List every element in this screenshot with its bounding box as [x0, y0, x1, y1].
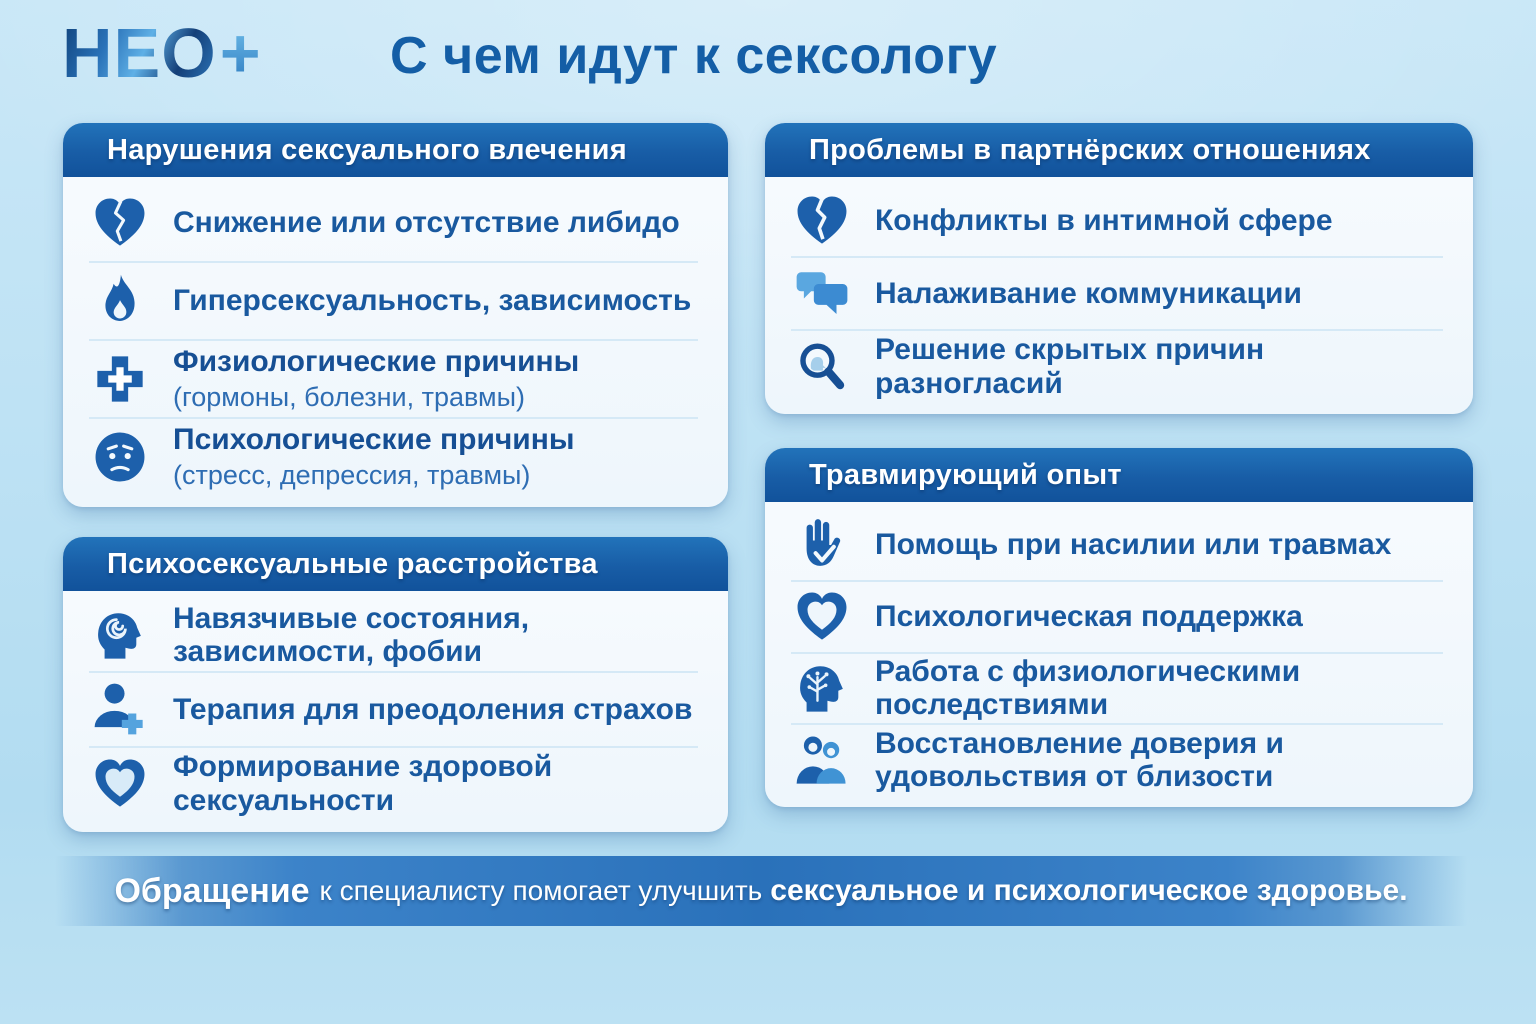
- card-title: Травмирующий опыт: [765, 448, 1473, 502]
- card-partner-relationship-problems: [765, 123, 1473, 414]
- item-label: Работа с физиологическими последствиями: [875, 654, 1301, 722]
- item-label: Терапия для преодоления страхов: [173, 692, 693, 726]
- card-title: Проблемы в партнёрских отношениях: [765, 123, 1473, 177]
- card-body: [63, 177, 728, 507]
- worried-face-icon: [91, 428, 149, 486]
- card-body: [63, 591, 728, 832]
- item-label: Гиперсексуальность, зависимость: [173, 284, 692, 318]
- banner-text-bold-end: сексуальное и психологическое здоровье.: [770, 874, 1408, 907]
- item-label: Восстановление доверия и удовольствия от близости: [875, 726, 1284, 794]
- item-label: Конфликты в интимной сфере: [875, 203, 1333, 237]
- item-label: Психологическая поддержка: [875, 599, 1303, 633]
- person-plus-icon: [91, 680, 149, 738]
- card-body: [765, 177, 1473, 414]
- banner-text-bold-start: Обращение: [114, 871, 310, 910]
- couple-icon: [793, 731, 851, 789]
- list-item: [63, 599, 728, 671]
- head-spiral-icon: [91, 606, 149, 664]
- item-sublabel: (гормоны, болезни, травмы): [173, 381, 526, 412]
- list-item: [63, 673, 728, 745]
- item-label: Налаживание коммуникации: [875, 276, 1302, 310]
- item-label: Помощь при насилии или травмах: [875, 528, 1392, 562]
- list-item: [765, 331, 1473, 402]
- list-item: [63, 341, 728, 417]
- card-title: Психосексуальные расстройства: [63, 537, 728, 591]
- card-psychosexual-disorders: [63, 537, 728, 832]
- logo: [62, 14, 262, 92]
- list-item: [63, 419, 728, 495]
- hand-check-icon: [793, 516, 851, 574]
- item-sublabel: (стресс, депрессия, травмы): [173, 459, 531, 490]
- list-item: [765, 654, 1473, 724]
- logo-plus-icon: +: [219, 14, 262, 92]
- list-item: [765, 185, 1473, 256]
- broken-heart-icon: [91, 194, 149, 252]
- item-label: Психологические причины: [173, 423, 575, 457]
- list-item: [765, 258, 1473, 329]
- medical-cross-icon: [91, 350, 149, 408]
- logo-text: НЕО: [62, 14, 217, 92]
- magnifier-head-icon: [793, 338, 851, 396]
- card-body: [765, 502, 1473, 807]
- list-item: [765, 582, 1473, 652]
- card-title: Нарушения сексуального влечения: [63, 123, 728, 177]
- item-label: Формирование здоровой сексуальности: [173, 750, 553, 817]
- head-tree-icon: [793, 659, 851, 717]
- chat-bubbles-icon: [793, 265, 851, 323]
- page-title: С чем идут к сексологу: [390, 27, 998, 85]
- item-label: Снижение или отсутствие либидо: [173, 206, 680, 240]
- list-item: [63, 748, 728, 820]
- card-sexual-desire-disorders: [63, 123, 728, 507]
- item-label: Физиологические причины: [173, 345, 580, 379]
- flame-icon: [91, 272, 149, 330]
- list-item: [63, 185, 728, 261]
- list-item: [63, 263, 728, 339]
- conclusion-banner: [55, 856, 1467, 926]
- banner-text-middle: к специалисту помогает улучшить: [319, 875, 763, 906]
- heart-icon: [793, 588, 851, 646]
- list-item: [765, 510, 1473, 580]
- broken-heart-icon: [793, 192, 851, 250]
- item-label: Решение скрытых причин разногласий: [875, 332, 1265, 400]
- heart-icon: [91, 755, 149, 813]
- item-label: Навязчивые состояния, зависимости, фобии: [173, 601, 530, 669]
- card-traumatic-experience: [765, 448, 1473, 807]
- list-item: [765, 725, 1473, 795]
